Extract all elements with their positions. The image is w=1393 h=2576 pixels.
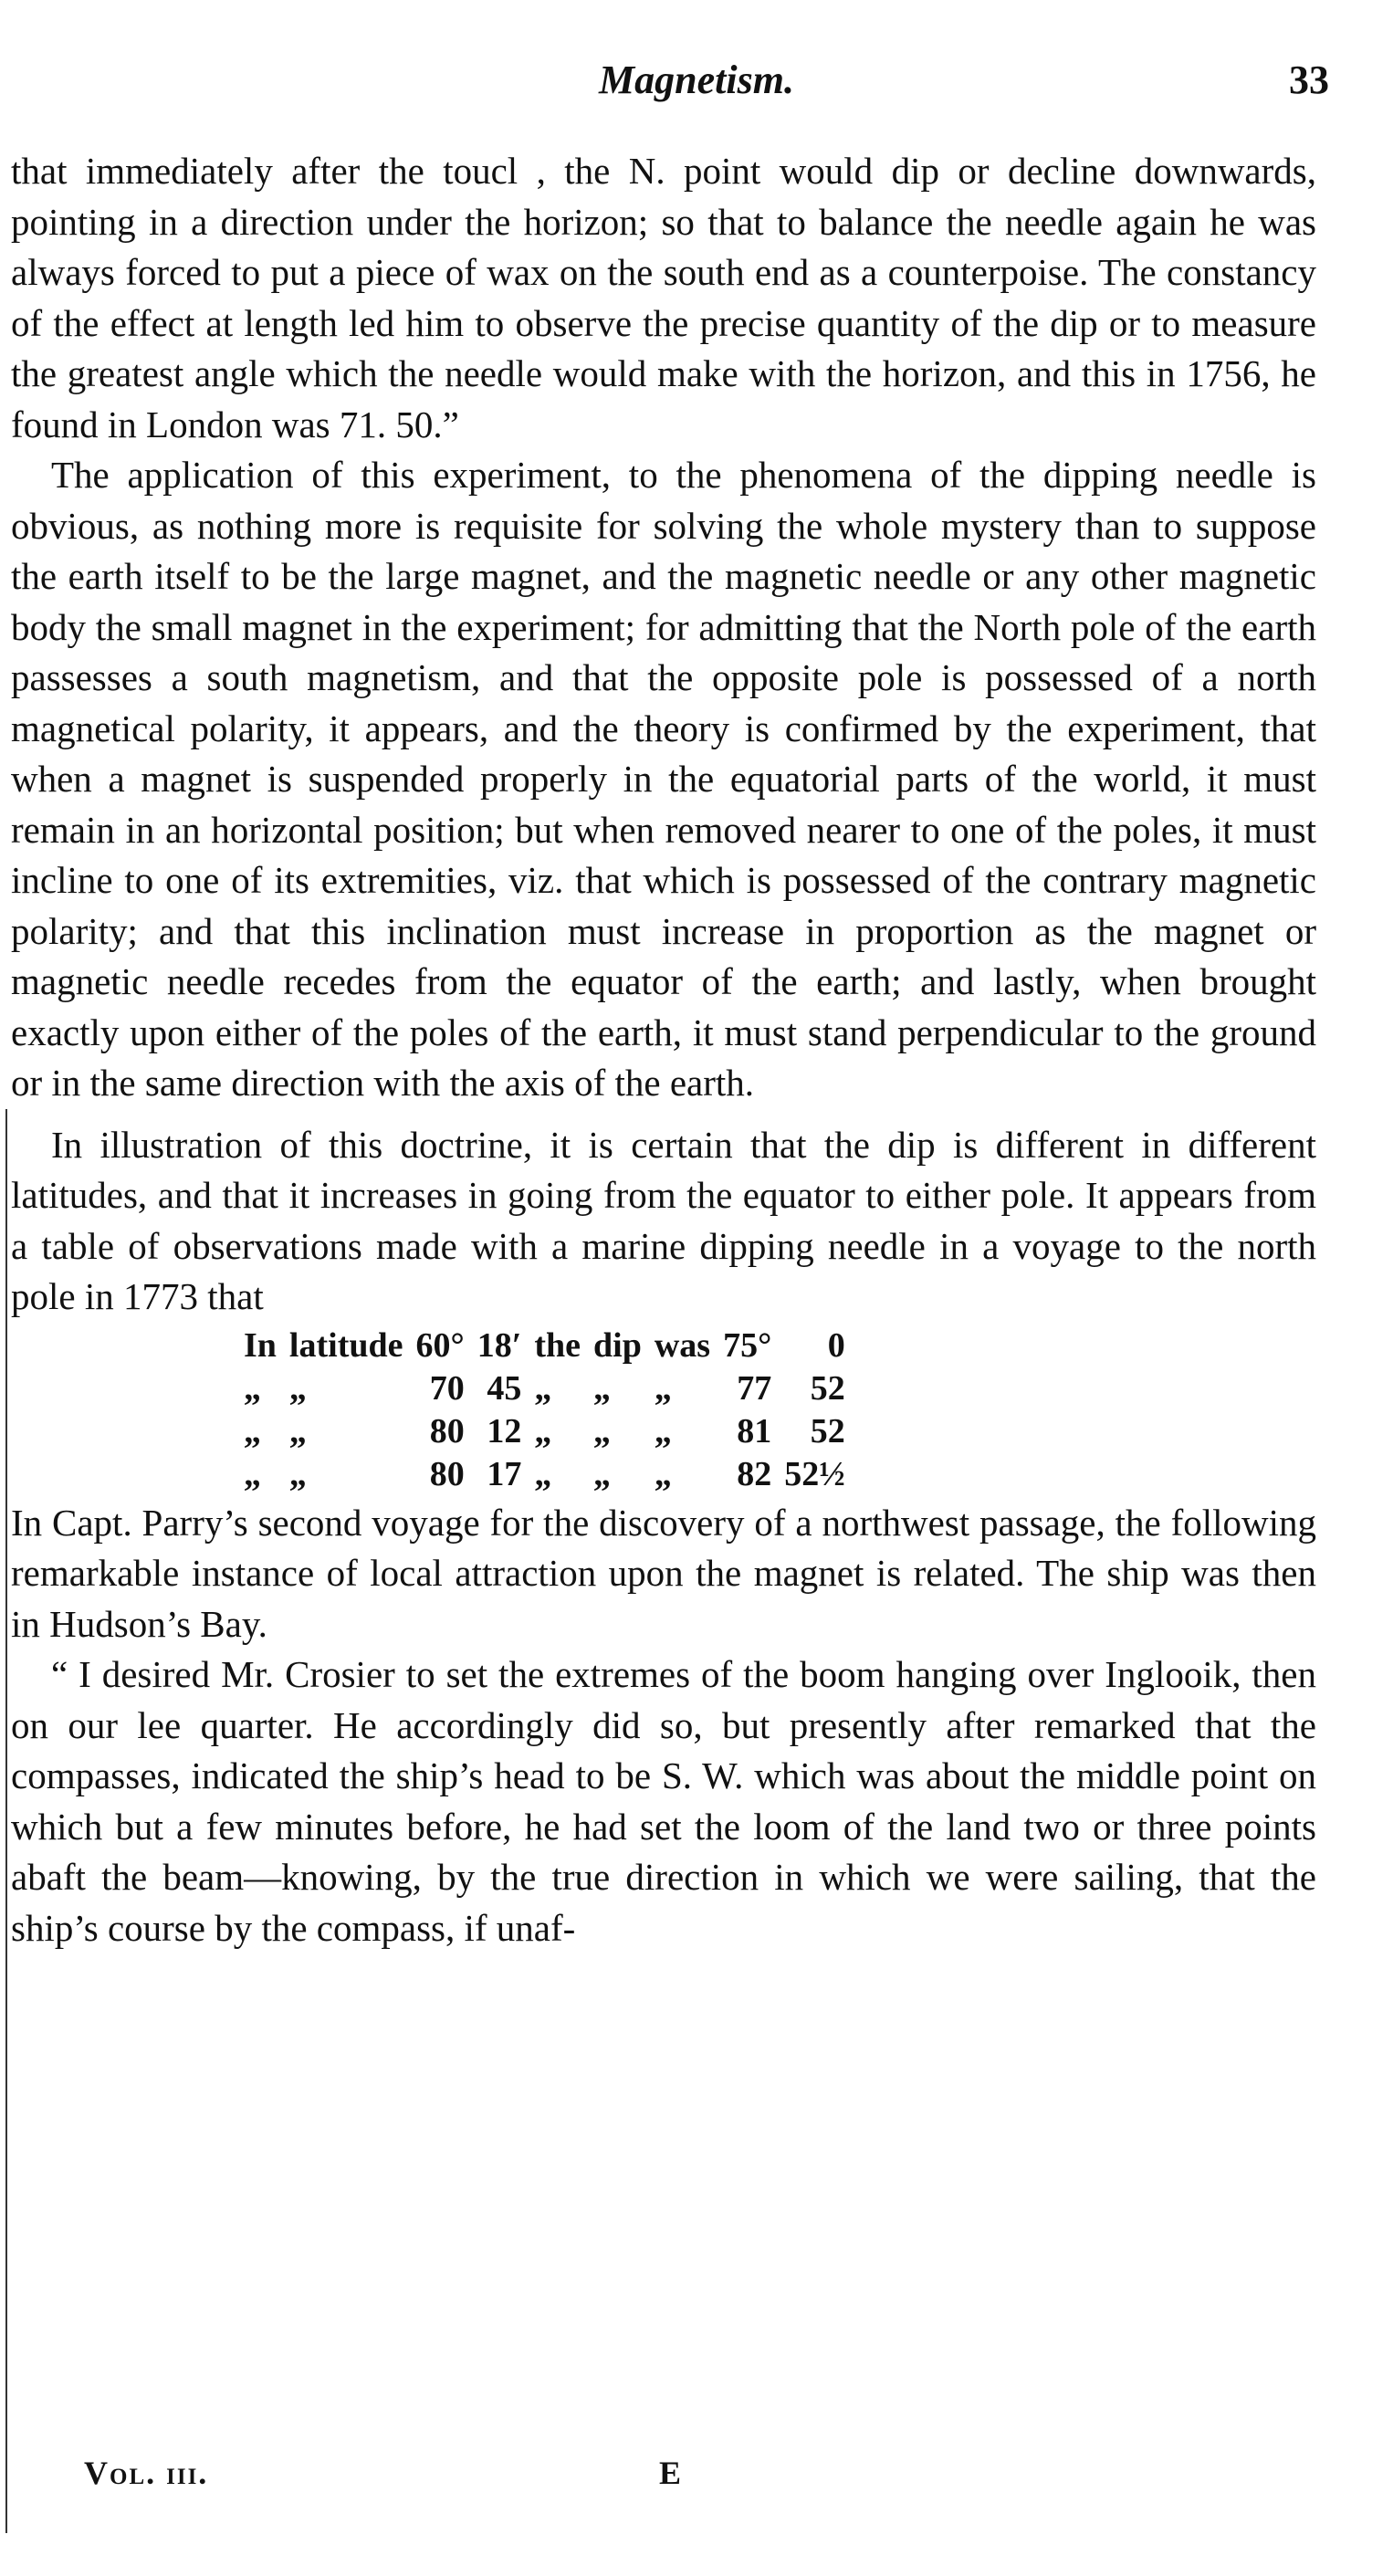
page-header	[0, 57, 1393, 111]
dip-observations-table	[244, 1325, 858, 1496]
paragraph-parry-voyage: In Capt. Parry’s second voyage for the discovery of a northwest passage, the following remarkable instance of local attraction upon the magnet is related. The ship was then in Hudson’s Bay.	[11, 1501, 1316, 1645]
table-cell: „	[288, 1454, 307, 1493]
table-cell: was	[654, 1325, 711, 1365]
table-row	[244, 1325, 858, 1367]
table-cell: 45	[487, 1368, 522, 1408]
table-cell: „	[244, 1454, 261, 1493]
table-cell: „	[534, 1368, 552, 1408]
volume-label: Vol. iii.	[84, 2455, 209, 2491]
table-cell: „	[288, 1411, 307, 1450]
table-cell: „	[288, 1368, 307, 1408]
page-footer	[0, 2454, 1393, 2499]
table-cell: 52	[810, 1368, 845, 1408]
running-title: Magnetism.	[599, 58, 794, 102]
body-text	[11, 146, 1316, 1953]
table-cell: 70	[429, 1368, 465, 1408]
table-cell: „	[244, 1368, 261, 1408]
table-cell: 77	[737, 1368, 772, 1408]
table-cell: latitude	[288, 1325, 403, 1365]
table-cell: 12	[487, 1411, 522, 1450]
table-cell: 60°	[415, 1325, 465, 1365]
table-cell: the	[534, 1325, 581, 1365]
table-cell: „	[534, 1411, 552, 1450]
table-cell: 82	[737, 1454, 772, 1493]
table-cell: 80	[429, 1454, 465, 1493]
signature-mark: E	[659, 2455, 682, 2491]
paragraph-crosier-quote: “ I desired Mr. Crosier to set the extremes of the boom hanging over Inglooik, then on our lee quarter. He accordingly did so, but presently after remarked that the compasses, indicated the ship’s head to be S. W. which was about the middle point on which but a few minutes before, he had set the loom of the land two or three points abaft the beam—knowing, by the true direction in which we were sailing, that the ship’s course by the compass, if unaf-	[11, 1653, 1316, 1949]
table-row	[244, 1367, 858, 1410]
table-row	[244, 1410, 858, 1453]
paragraph-illustration: In illustration of this doctrine, it is certain that the dip is different in different latitudes, and that it increases in going from the equator to either pole. It appears from a table of observations made with a marine dipping needle in a voyage to the north pole in 1773 that	[11, 1123, 1316, 1317]
table-cell: „	[593, 1368, 612, 1408]
table-cell: „	[654, 1368, 672, 1408]
paragraph-dipping-needle: The application of this experiment, to the phenomena of the dipping needle is obvious, as nothing more is requisite for solving the whole mystery than to suppose the earth itself to be the large magnet, and the magnetic needle or any other magnetic body the small magnet in the experiment; for admitting that the North pole of the earth passesses a south magnetism, and that the opposite pole is possessed of a north magnetical polarity, it appears, and the theory is confirmed by the experiment, that when a magnet is suspended properly in the equatorial parts of the world, it must remain in an horizontal position; but when removed nearer to one of the poles, it must incline to one of its extremities, viz. that which is possessed of the contrary magnetic polarity; and that this inclination must increase in proportion as the magnet or magnetic needle recedes from the equator of the earth; and lastly, when brought exactly upon either of the poles of the earth, it must stand perpendicular to the ground or in the same direction with the axis of the earth.	[11, 454, 1316, 1104]
table-cell: „	[593, 1411, 612, 1450]
paragraph-continuation: that immediately after the toucl , the N. point would dip or decline downwards, pointing in a direction under the horizon; so that to balance the needle again he was always forced to put a piece of wax on the south end as a counterpoise. The constancy of the effect at length led him to observe the precise quantity of the dip or to measure the greatest angle which the needle would make with the horizon, and this in 1756, he found in London was 71. 50.”	[11, 150, 1316, 445]
table-row	[244, 1453, 858, 1496]
table-cell: 18′	[477, 1325, 522, 1365]
table-cell: 75°	[723, 1325, 772, 1365]
page-number: 33	[1289, 58, 1329, 102]
table-cell: „	[654, 1454, 672, 1493]
left-margin-rule	[5, 1109, 7, 2533]
table-cell: „	[534, 1454, 552, 1493]
table-cell: 80	[429, 1411, 465, 1450]
table-cell: In	[244, 1325, 277, 1365]
table-cell: 81	[737, 1411, 772, 1450]
table-cell: „	[654, 1411, 672, 1450]
table-cell: 52½	[784, 1454, 845, 1493]
table-cell: 0	[827, 1325, 845, 1365]
table-cell: „	[593, 1454, 612, 1493]
table-cell: 52	[810, 1411, 845, 1450]
table-cell: 17	[487, 1454, 522, 1493]
table-cell: „	[244, 1411, 261, 1450]
table-cell: dip	[593, 1325, 642, 1365]
